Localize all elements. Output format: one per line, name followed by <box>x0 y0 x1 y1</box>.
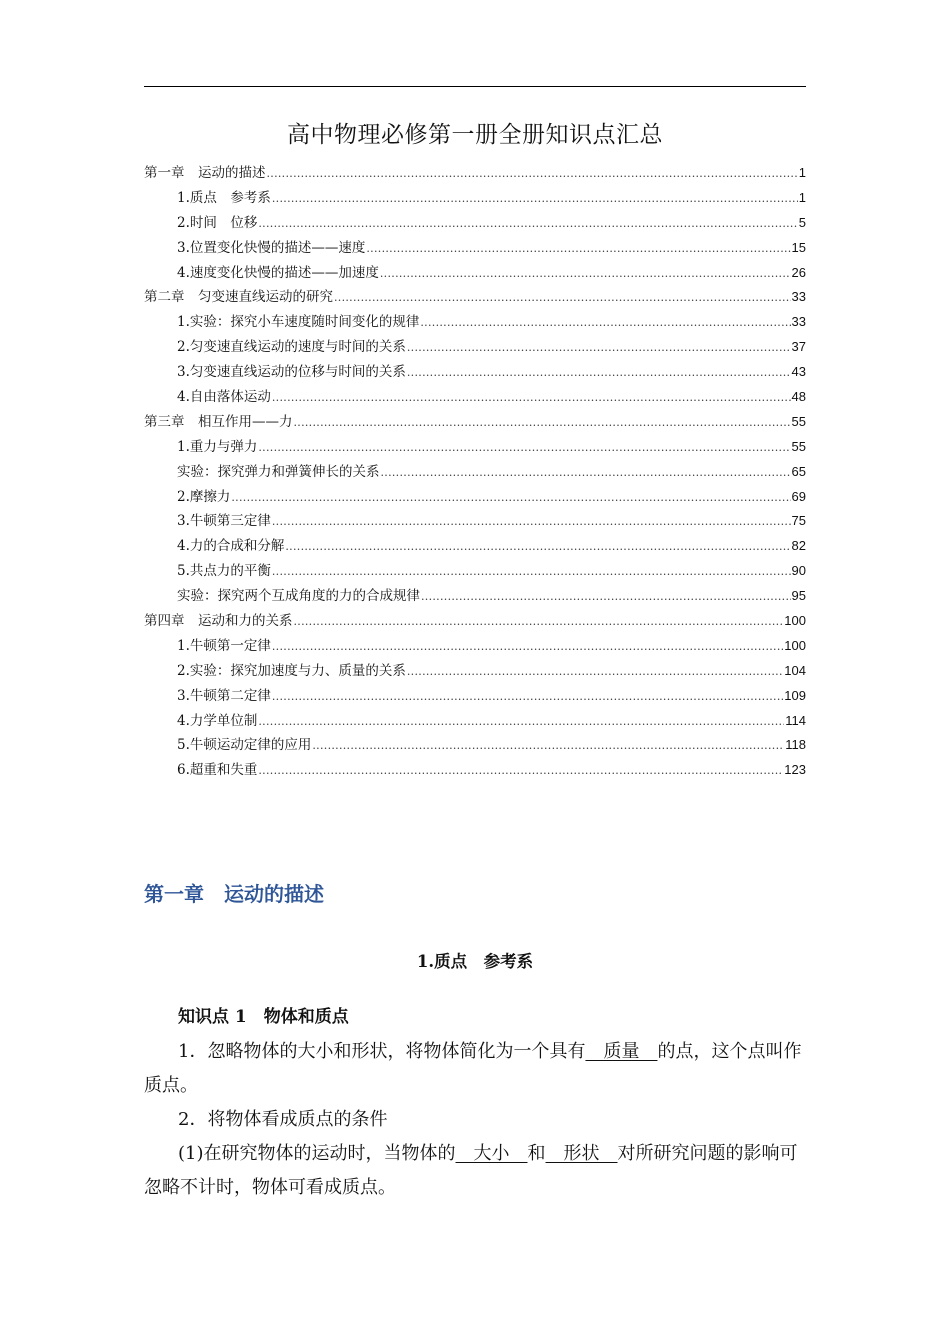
toc-entry-page: 95 <box>791 588 806 604</box>
toc-entry-page: 15 <box>791 239 806 255</box>
toc-dot-leader <box>420 311 790 336</box>
toc-entry-label: 6.超重和失重 <box>177 762 258 779</box>
toc-entry-label: 3.牛顿第二定律 <box>177 687 271 704</box>
toc-entry[interactable] <box>144 534 806 559</box>
toc-entry[interactable] <box>144 186 806 211</box>
toc-entry-label: 2.摩擦力 <box>177 488 231 505</box>
toc-dot-leader <box>312 734 784 759</box>
header-rule <box>144 86 806 87</box>
toc-entry-label: 实验：探究两个互成角度的力的合成规律 <box>177 588 420 605</box>
toc-entry-page: 109 <box>784 687 806 703</box>
toc-entry[interactable] <box>144 385 806 410</box>
knowledge-point-heading: 知识点 1 物体和质点 <box>178 1007 349 1027</box>
toc-entry[interactable] <box>144 709 806 734</box>
answer-blank-mass: 质量 <box>585 1041 658 1062</box>
toc-entry[interactable] <box>144 758 806 783</box>
toc-dot-leader <box>272 635 783 660</box>
toc-entry-page: 1 <box>798 165 806 180</box>
toc-dot-leader <box>272 510 791 535</box>
toc-entry-label: 4.速度变化快慢的描述——加速度 <box>177 264 379 281</box>
toc-entry-page: 26 <box>791 264 806 280</box>
toc-dot-leader <box>421 585 791 610</box>
toc-entry[interactable] <box>144 285 806 310</box>
toc-entry-page: 65 <box>791 463 806 479</box>
toc-entry-label: 5.共点力的平衡 <box>177 563 271 580</box>
toc-dot-leader <box>258 212 797 237</box>
toc-dot-leader <box>294 411 791 436</box>
toc-entry-label: 第一章 运动的描述 <box>144 165 266 181</box>
toc-entry[interactable] <box>144 236 806 261</box>
toc-entry[interactable] <box>144 584 806 609</box>
toc-entry[interactable] <box>144 684 806 709</box>
toc-entry[interactable] <box>144 310 806 335</box>
answer-blank-shape: 形状 <box>545 1143 618 1164</box>
toc-entry-label: 第四章 运动和力的关系 <box>144 613 293 630</box>
toc-entry[interactable] <box>144 634 806 659</box>
toc-dot-leader <box>258 436 790 461</box>
toc-entry[interactable] <box>144 559 806 584</box>
toc-dot-leader <box>294 610 784 635</box>
toc-dot-leader <box>272 386 791 411</box>
toc-entry-label: 4.力学单位制 <box>177 712 258 729</box>
toc-dot-leader <box>231 486 790 511</box>
toc-dot-leader <box>267 162 798 187</box>
toc-entry-label: 2.时间 位移 <box>177 214 258 231</box>
paragraph-text: 2．将物体看成质点的条件 <box>178 1109 388 1130</box>
toc-entry[interactable] <box>144 733 806 758</box>
toc-entry[interactable] <box>144 410 806 435</box>
toc-entry-page: 75 <box>791 513 806 529</box>
toc-entry[interactable] <box>144 509 806 534</box>
chapter-heading: 第一章 运动的描述 <box>144 882 324 906</box>
toc-entry-label: 2.实验：探究加速度与力、质量的关系 <box>177 662 406 679</box>
toc-entry-page: 55 <box>791 438 806 454</box>
toc-entry-page: 123 <box>784 762 806 778</box>
toc-entry-page: 82 <box>791 538 806 554</box>
toc-entry-label: 第二章 匀变速直线运动的研究 <box>144 289 333 306</box>
toc-entry[interactable] <box>144 161 806 186</box>
toc-dot-leader <box>272 560 791 585</box>
toc-entry-label: 3.位置变化快慢的描述——速度 <box>177 239 366 256</box>
toc-dot-leader <box>285 535 790 560</box>
toc-entry-page: 33 <box>791 314 806 330</box>
paragraph-text: (1)在研究物体的运动时，当物体的 <box>178 1143 456 1164</box>
toc-entry[interactable] <box>144 360 806 385</box>
toc-dot-leader <box>407 361 791 386</box>
toc-entry-label: 3.牛顿第三定律 <box>177 513 271 530</box>
toc-entry[interactable] <box>144 211 806 236</box>
toc-entry-page: 37 <box>791 339 806 355</box>
toc-entry-page: 118 <box>785 737 806 753</box>
toc-entry-page: 5 <box>798 214 806 230</box>
toc-dot-leader <box>380 262 791 287</box>
toc-entry[interactable] <box>144 659 806 684</box>
toc-entry-label: 4.力的合成和分解 <box>177 538 285 555</box>
paragraph-text: 和 <box>527 1143 546 1164</box>
toc-dot-leader <box>381 461 791 486</box>
toc-dot-leader <box>334 286 791 311</box>
paragraph-condition-1 <box>144 1137 806 1205</box>
toc-entry-page: 43 <box>791 364 806 380</box>
paragraph-text: 的点，这个点叫作质点。 <box>144 1041 802 1096</box>
toc-entry[interactable] <box>144 609 806 634</box>
toc-dot-leader <box>407 660 783 685</box>
toc-entry-label: 第三章 相互作用——力 <box>144 413 293 430</box>
toc-entry-page: 48 <box>791 389 806 405</box>
section-heading: 1.质点 参考系 <box>416 952 534 971</box>
paragraph-text: 1．忽略物体的大小和形状，将物体简化为一个具有 <box>178 1041 586 1062</box>
toc-dot-leader <box>272 685 783 710</box>
answer-blank-size: 大小 <box>455 1143 528 1164</box>
toc-entry-label: 实验：探究弹力和弹簧伸长的关系 <box>177 463 380 480</box>
toc-dot-leader <box>258 759 783 784</box>
toc-entry-page: 1 <box>798 189 806 205</box>
toc-dot-leader <box>258 710 784 735</box>
toc-entry-label: 1.实验：探究小车速度随时间变化的规律 <box>177 314 420 331</box>
toc-entry-page: 33 <box>791 289 806 305</box>
toc-entry-label: 4.自由落体运动 <box>177 389 271 406</box>
toc-entry-page: 69 <box>791 488 806 504</box>
toc-entry-page: 100 <box>784 613 806 629</box>
toc-dot-leader <box>272 187 798 212</box>
toc-entry-page: 100 <box>784 637 806 653</box>
toc-entry-label: 5.牛顿运动定律的应用 <box>177 737 312 754</box>
paragraph-point-definition <box>144 1035 806 1103</box>
toc-entry-label: 1.质点 参考系 <box>177 189 271 206</box>
table-of-contents <box>144 161 806 783</box>
paragraph-conditions-title <box>144 1103 806 1137</box>
toc-entry-label: 2.匀变速直线运动的速度与时间的关系 <box>177 339 406 356</box>
toc-entry-label: 1.重力与弹力 <box>177 438 258 455</box>
toc-entry[interactable] <box>144 261 806 286</box>
toc-dot-leader <box>407 336 791 361</box>
toc-dot-leader <box>366 237 790 262</box>
toc-entry[interactable] <box>144 460 806 485</box>
toc-entry[interactable] <box>144 435 806 460</box>
toc-entry-page: 90 <box>791 563 806 579</box>
toc-entry-page: 104 <box>784 662 806 678</box>
toc-entry-label: 3.匀变速直线运动的位移与时间的关系 <box>177 364 406 381</box>
paragraph-text: 对所研究问题的影响可忽略不计时，物体可看成质点。 <box>144 1143 798 1198</box>
toc-entry[interactable] <box>144 485 806 510</box>
toc-entry[interactable] <box>144 335 806 360</box>
toc-entry-page: 114 <box>785 712 806 728</box>
toc-entry-label: 1.牛顿第一定律 <box>177 637 271 654</box>
toc-entry-page: 55 <box>791 413 806 429</box>
document-title: 高中物理必修第一册全册知识点汇总 <box>287 122 663 148</box>
